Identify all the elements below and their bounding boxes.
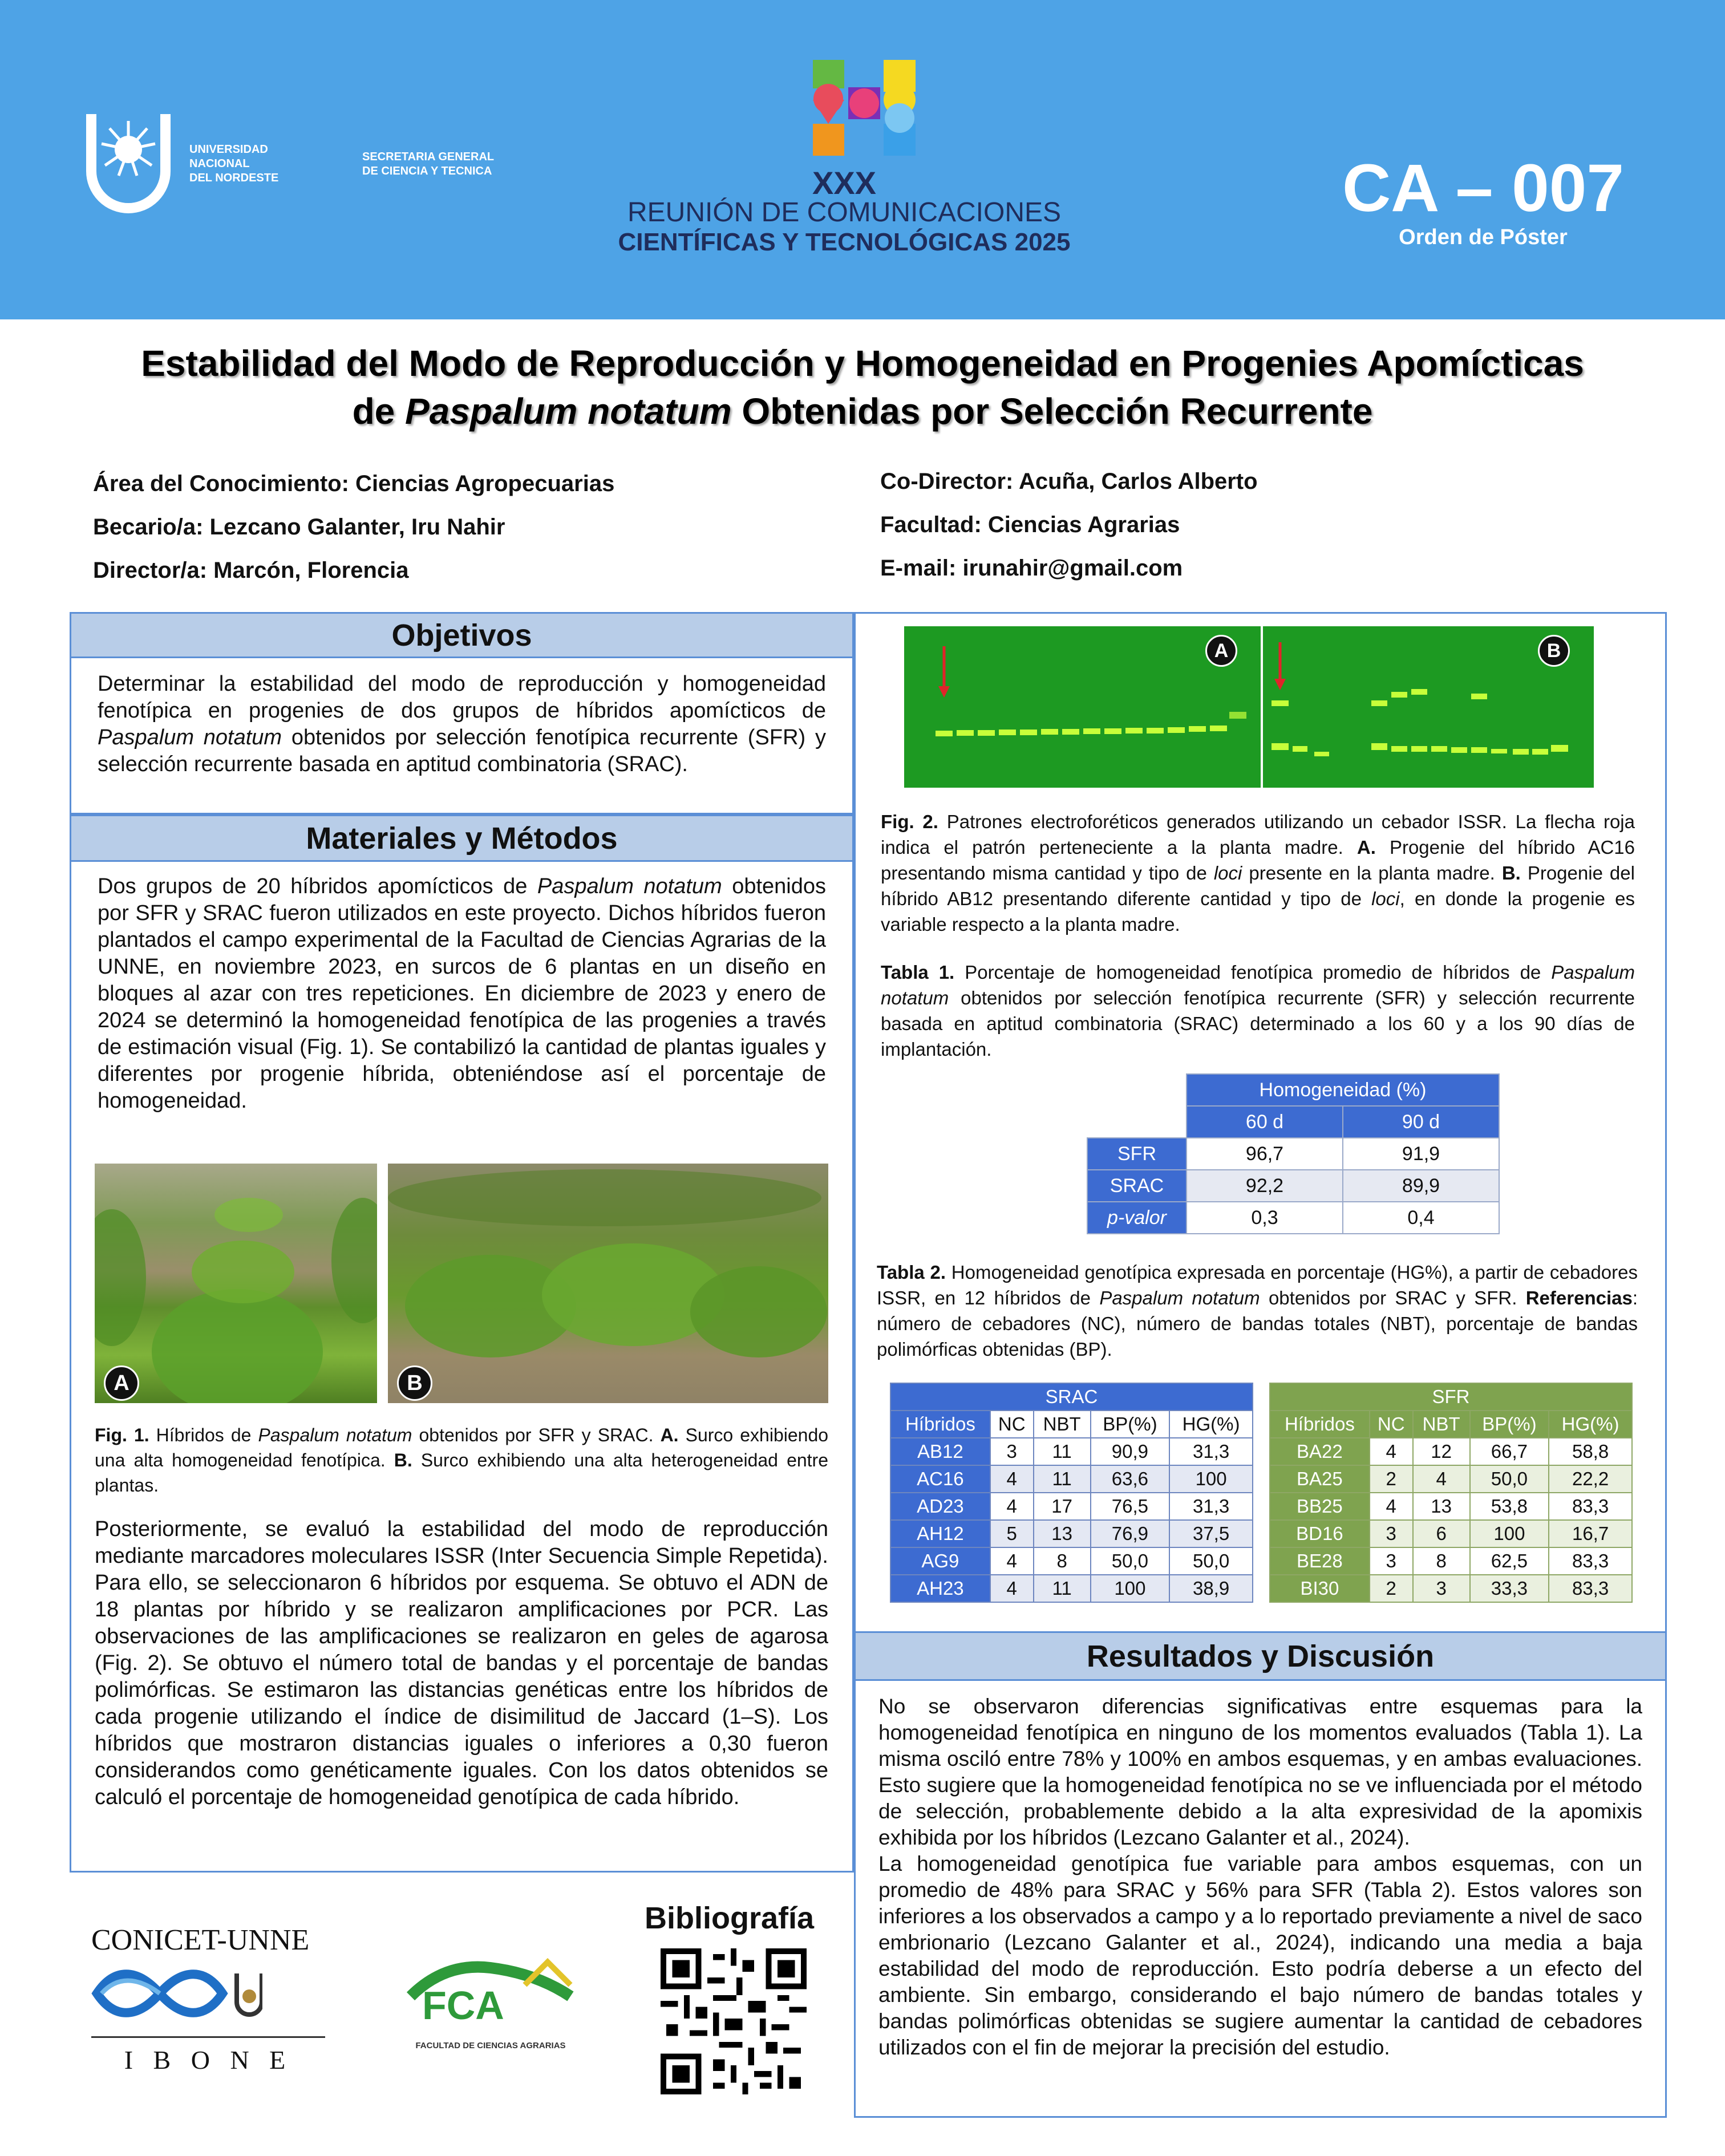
faculty-name: Facultad: Ciencias Agrarias xyxy=(880,512,1180,537)
table-cell: 11 xyxy=(1034,1575,1091,1602)
table-cell: 83,3 xyxy=(1549,1493,1632,1520)
table-cell: 4 xyxy=(1413,1465,1470,1493)
results-paragraph1: No se observaron diferencias significativas entre esquemas para la homogeneidad fenotípica en ninguno de los momentos evaluados (Tabla 1). La misma osciló entre 78% y 100% en ambos esquemas, y en ambas evaluaciones. Esto sugiere que la homogeneidad fenotípica no se ve influenciada por el método de selección, probablemente debido a la alta expresividad de la apomixis exhibida por los híbridos (Lezcano Galanter et al., 2024). xyxy=(878,1695,1642,1849)
methods-paragraph1 xyxy=(71,862,852,1115)
caption-text: Progenie del híbrido AC16 presentando misma cantidad y tipo de xyxy=(881,837,1635,884)
table-cell: 100 xyxy=(1470,1520,1549,1547)
results-text xyxy=(856,1681,1665,2061)
species-name: Paspalum notatum xyxy=(98,726,282,749)
table-cell: 0,3 xyxy=(1187,1202,1343,1234)
table-cell: 12 xyxy=(1413,1438,1470,1465)
qr-code-icon[interactable] xyxy=(661,1948,807,2094)
event-title-line2: CIENTÍFICAS Y TECNOLÓGICAS 2025 xyxy=(618,228,1071,256)
secretaria-line: SECRETARIA GENERAL xyxy=(362,151,495,163)
table-cell: 8 xyxy=(1034,1547,1091,1575)
hybrid-name: BB25 xyxy=(1270,1493,1370,1520)
sfr-title: SFR xyxy=(1270,1383,1632,1411)
objectives-box xyxy=(70,612,854,814)
caption-text: obtenidos por selección fenotípica recurrente (SFR) y selección recurrente basada en aptitud combinatoria (SRAC) determinado a los 60 y a los 90 días de implantación. xyxy=(881,987,1635,1060)
gel-image-a xyxy=(904,626,1261,788)
table-cell: 63,6 xyxy=(1091,1465,1170,1493)
table-cell: 96,7 xyxy=(1187,1138,1343,1170)
table1-row-label: SFR xyxy=(1087,1138,1187,1170)
grass-row-icon xyxy=(95,1164,377,1403)
table-row xyxy=(1270,1438,1632,1465)
hybrid-name: AC16 xyxy=(890,1465,990,1493)
bibliography-heading: Bibliografía xyxy=(645,1901,815,1935)
caption-key: B. xyxy=(394,1450,412,1470)
table-cell: 17 xyxy=(1034,1493,1091,1520)
caption-text: , en donde la progenie es variable respecto a la planta madre. xyxy=(881,888,1635,935)
hybrid-name: AD23 xyxy=(890,1493,990,1520)
gel-b-label: B xyxy=(1538,635,1570,667)
column-header: BP(%) xyxy=(1470,1411,1549,1438)
fca-caption: FACULTAD DE CIENCIAS AGRARIAS xyxy=(415,2041,566,2050)
title-text: Obtenidas por Selección Recurrente xyxy=(731,391,1373,432)
gel-a-label: A xyxy=(1205,635,1237,667)
species-name: Paspalum notatum xyxy=(537,874,722,898)
table1-row-label: p-valor xyxy=(1087,1202,1187,1234)
fig1-label: Fig. 1. xyxy=(95,1425,149,1445)
title-species: Paspalum notatum xyxy=(405,391,732,432)
table-cell: 4 xyxy=(990,1547,1034,1575)
table-cell: 90,9 xyxy=(1091,1438,1170,1465)
hybrid-name: BE28 xyxy=(1270,1547,1370,1575)
hybrid-name: BA25 xyxy=(1270,1465,1370,1493)
column-header: NC xyxy=(1370,1411,1413,1438)
poster-title-line2 xyxy=(23,390,1702,432)
poster-title-line1: Estabilidad del Modo de Reproducción y Homogeneidad en Progenies Apomícticas xyxy=(141,343,1584,384)
caption-text: Surco exhibiendo una alta homogeneidad fenotípica. xyxy=(95,1425,829,1470)
event-logo-icon xyxy=(813,60,916,158)
table-cell: 4 xyxy=(990,1493,1034,1520)
table-row xyxy=(1087,1202,1499,1234)
ibone-label: I B O N E xyxy=(124,2045,293,2074)
column-header: BP(%) xyxy=(1091,1411,1170,1438)
objectives-text xyxy=(71,658,852,778)
hybrid-name: AB12 xyxy=(890,1438,990,1465)
table-cell: 5 xyxy=(990,1520,1034,1547)
university-line: UNIVERSIDAD xyxy=(189,143,268,156)
objectives-heading: Objetivos xyxy=(71,614,852,658)
knowledge-area: Área del Conocimiento: Ciencias Agropecuarias xyxy=(93,471,615,496)
species-name: Paspalum notatum xyxy=(881,962,1635,1008)
table-cell: 4 xyxy=(990,1575,1034,1602)
unne-logo xyxy=(80,108,177,222)
methods-paragraph2: Posteriormente, se evaluó la estabilidad del modo de reproducción mediante marcadores moleculares ISSR (Inter Secuencia Simple Repetida). Para ello, se seleccionaron 6 híbridos por esquema. Se obtuvo el ADN de 18 plantas por híbrido y se realizaron amplificaciones por PCR. Las observaciones de las amplificaciones se realizaron en geles de agarosa (Fig. 2). Se obtuvo el número total de bandas y el porcentaje de bandas polimórficas. Se estimaron las distancias genéticas entre los híbridos de cada progenie utilizando el índice de disimilitud de Jaccard (1–S). Los híbridos que mostraron distancias iguales o inferiores a 0,30 fueron considerandos como genéticamente iguales. Con los datos obtenidos se calculó el porcentaje de homogeneidad genotípica de cada híbrido. xyxy=(95,1517,828,1809)
column-header: NC xyxy=(990,1411,1034,1438)
results-box xyxy=(854,1631,1667,2118)
table-cell: 11 xyxy=(1034,1465,1091,1493)
table-cell: 58,8 xyxy=(1549,1438,1632,1465)
fig2-label: Fig. 2. xyxy=(881,811,938,832)
table1-label: Tabla 1. xyxy=(881,962,955,983)
table-cell: 3 xyxy=(1413,1575,1470,1602)
table-cell: 8 xyxy=(1413,1547,1470,1575)
table-cell: 6 xyxy=(1413,1520,1470,1547)
caption-text: presente en la planta madre. xyxy=(1242,862,1502,884)
table-cell: 3 xyxy=(1370,1547,1413,1575)
table-row xyxy=(1270,1493,1632,1520)
table-cell: 83,3 xyxy=(1549,1547,1632,1575)
caption-text: Híbridos de xyxy=(149,1425,258,1445)
conicet-logo-icon xyxy=(91,1962,262,2025)
table-cell: 91,9 xyxy=(1343,1138,1499,1170)
table-cell: 2 xyxy=(1370,1575,1413,1602)
table2-caption xyxy=(877,1259,1638,1362)
table-header-row xyxy=(890,1411,1253,1438)
methods-heading: Materiales y Métodos xyxy=(71,816,852,862)
table-row xyxy=(890,1493,1253,1520)
table-row xyxy=(890,1438,1253,1465)
caption-key: A. xyxy=(660,1425,679,1445)
table-cell: 62,5 xyxy=(1470,1547,1549,1575)
table-cell: 53,8 xyxy=(1470,1493,1549,1520)
table-title-row xyxy=(1270,1383,1632,1411)
caption-text: Porcentaje de homogeneidad fenotípica promedio de híbridos de xyxy=(954,962,1552,983)
secretaria-line: DE CIENCIA Y TECNICA xyxy=(362,165,492,177)
table-row xyxy=(1270,1465,1632,1493)
caption-text: obtenidos por SRAC y SFR. xyxy=(1260,1287,1526,1308)
results-heading: Resultados y Discusión xyxy=(856,1633,1665,1681)
methods-text-part: Dos grupos de 20 híbridos apomícticos de xyxy=(98,874,537,898)
table-cell: 50,0 xyxy=(1470,1465,1549,1493)
table-cell: 100 xyxy=(1091,1575,1170,1602)
grass-clumps-icon xyxy=(388,1164,828,1403)
table-row xyxy=(1087,1170,1499,1202)
table-cell: 37,5 xyxy=(1169,1520,1253,1547)
table-header-row xyxy=(1087,1106,1499,1138)
objectives-text-part: Determinar la estabilidad del modo de reproducción y homogeneidad fenotípica en progenies de dos grupos de híbridos apomícticos de xyxy=(98,672,826,723)
table-cell: 11 xyxy=(1034,1438,1091,1465)
caption-text: Patrones electroforéticos generados utilizando un cebador ISSR. La flecha roja indica el patrón perteneciente a la planta madre. xyxy=(881,811,1635,858)
gel-image-b xyxy=(1263,626,1594,788)
table-row xyxy=(1087,1138,1499,1170)
table1-col-90d: 90 d xyxy=(1343,1106,1499,1138)
table-cell: 50,0 xyxy=(1091,1547,1170,1575)
table-cell: 4 xyxy=(1370,1438,1413,1465)
field-photo-b xyxy=(388,1164,828,1403)
table2-srac xyxy=(890,1383,1253,1603)
hybrid-name: AG9 xyxy=(890,1547,990,1575)
table-cell: 76,5 xyxy=(1091,1493,1170,1520)
codirector-name: Co-Director: Acuña, Carlos Alberto xyxy=(880,469,1258,494)
table-row xyxy=(1270,1520,1632,1547)
logo-divider xyxy=(91,2036,325,2038)
table-cell: 100 xyxy=(1169,1465,1253,1493)
table2-sfr xyxy=(1269,1383,1633,1603)
methods-text-part: obtenidos por SFR y SRAC fueron utilizados en este proyecto. Dichos híbridos fueron plantados el campo experimental de la Facultad de Ciencias Agrarias de la UNNE, en noviembre 2023, en surcos de 6 plantas en un diseño en bloques al azar con tres repeticiones. En diciembre de 2023 y enero de 2024 se determinó la homogeneidad fenotípica de las progenies a través de estimación visual (Fig. 1). Se contabilizó la cantidad de plantas iguales y diferentes por progenie híbrida, obteniéndose así el porcentaje de homogeneidad. xyxy=(98,874,826,1113)
table-cell: 3 xyxy=(1370,1520,1413,1547)
table-title-row xyxy=(890,1383,1253,1411)
table-cell: 4 xyxy=(990,1465,1034,1493)
svg-text:FCA: FCA xyxy=(422,1983,504,2028)
hybrid-name: BA22 xyxy=(1270,1438,1370,1465)
caption-text: Surco exhibiendo una alta heterogeneidad entre plantas. xyxy=(95,1450,829,1496)
table-row xyxy=(890,1520,1253,1547)
table1-group-header: Homogeneidad (%) xyxy=(1187,1074,1499,1106)
fca-logo-icon xyxy=(399,1951,582,2042)
field-photo-a xyxy=(95,1164,377,1403)
hybrid-name: BI30 xyxy=(1270,1575,1370,1602)
column-header: NBT xyxy=(1034,1411,1091,1438)
table-cell: 83,3 xyxy=(1549,1575,1632,1602)
caption-italic: loci xyxy=(1213,862,1242,884)
table2-label: Tabla 2. xyxy=(877,1262,946,1283)
srac-title: SRAC xyxy=(890,1383,1253,1411)
table-cell: 76,9 xyxy=(1091,1520,1170,1547)
hybrid-name: BD16 xyxy=(1270,1520,1370,1547)
director-name: Director/a: Marcón, Florencia xyxy=(93,558,409,583)
table-row xyxy=(890,1547,1253,1575)
species-name: Paspalum notatum xyxy=(258,1425,412,1445)
university-name xyxy=(189,143,278,185)
table1-caption xyxy=(881,959,1635,1062)
species-name: Paspalum notatum xyxy=(1099,1287,1260,1308)
fig1-caption xyxy=(95,1423,828,1498)
table-corner xyxy=(1087,1106,1187,1138)
caption-text: : número de cebadores (NC), número de bandas totales (NBT), porcentaje de bandas polimórficas obtenidas (BP). xyxy=(877,1287,1638,1360)
table-cell: 13 xyxy=(1413,1493,1470,1520)
table-cell: 50,0 xyxy=(1169,1547,1253,1575)
table-cell: 33,3 xyxy=(1470,1575,1549,1602)
event-title-line1: REUNIÓN DE COMUNICACIONES xyxy=(627,197,1062,228)
column-header: Híbridos xyxy=(890,1411,990,1438)
table-corner xyxy=(1087,1074,1187,1106)
table-cell: 89,9 xyxy=(1343,1170,1499,1202)
table-cell: 2 xyxy=(1370,1465,1413,1493)
column-header: NBT xyxy=(1413,1411,1470,1438)
table-row xyxy=(1270,1547,1632,1575)
university-line: NACIONAL xyxy=(189,157,250,170)
photo-b-label: B xyxy=(397,1365,432,1401)
hybrid-name: AH23 xyxy=(890,1575,990,1602)
event-number: XXX xyxy=(812,165,877,201)
caption-key: A. xyxy=(1356,837,1376,858)
contact-email[interactable]: E-mail: irunahir@gmail.com xyxy=(880,556,1183,581)
caption-text: Homogeneidad genotípica expresada en porcentaje (HG%), a partir de cebadores ISSR, en 12 híbridos de xyxy=(877,1262,1638,1308)
column-header: Híbridos xyxy=(1270,1411,1370,1438)
university-line: DEL NORDESTE xyxy=(189,172,279,184)
caption-italic: loci xyxy=(1371,888,1400,909)
title-text: de xyxy=(352,391,406,432)
column-header: HG(%) xyxy=(1549,1411,1632,1438)
caption-key: B. xyxy=(1501,862,1521,884)
table-row xyxy=(1270,1575,1632,1602)
table-cell: 38,9 xyxy=(1169,1575,1253,1602)
fig2-caption xyxy=(881,809,1635,937)
photo-a-label: A xyxy=(104,1365,139,1401)
table-cell: 92,2 xyxy=(1187,1170,1343,1202)
table-row xyxy=(890,1465,1253,1493)
table-cell: 0,4 xyxy=(1343,1202,1499,1234)
caption-key: Referencias xyxy=(1525,1287,1633,1308)
table-cell: 3 xyxy=(990,1438,1034,1465)
table1-col-60d: 60 d xyxy=(1187,1106,1343,1138)
table-header-row xyxy=(1087,1074,1499,1106)
table-cell: 4 xyxy=(1370,1493,1413,1520)
secretaria-name xyxy=(362,150,494,179)
caption-text: Progenie del híbrido AB12 presentando diferente cantidad y tipo de xyxy=(881,862,1635,909)
column-header: HG(%) xyxy=(1169,1411,1253,1438)
table-cell: 31,3 xyxy=(1169,1438,1253,1465)
poster-code: CA – 007 xyxy=(1342,151,1625,226)
table-cell: 16,7 xyxy=(1549,1520,1632,1547)
fellow-name: Becario/a: Lezcano Galanter, Iru Nahir xyxy=(93,514,505,540)
results-paragraph2: La homogeneidad genotípica fue variable para ambos esquemas, con un promedio de 48% para SRAC y 56% para SFR (Tabla 2). Estos valores son inferiores a los observados a campo y a lo reportado previamente a nivel de saco embrionario (Lezcano Galanter et al., 2024), indicando una media a baja estabilidad del modo de reproducción. Esto podría deberse a un efecto del ambiente. Sin embargo, considerando el bajo número de bandas totales y bandas polimórficas obtenidas se sugiere aumentar la cantidad de cebadores utilizados con el fin de mejorar la precisión del estudio. xyxy=(878,1852,1642,2059)
table-cell: 66,7 xyxy=(1470,1438,1549,1465)
caption-text: obtenidos por SFR y SRAC. xyxy=(412,1425,661,1445)
conicet-unne-label: CONICET-UNNE xyxy=(91,1924,310,1956)
table1-row-label: SRAC xyxy=(1087,1170,1187,1202)
table-row xyxy=(890,1575,1253,1602)
table-cell: 31,3 xyxy=(1169,1493,1253,1520)
objectives-text-part: obtenidos por selección fenotípica recurrente (SFR) y selección recurrente basada en aptitud combinatoria (SRAC). xyxy=(98,726,826,776)
table1 xyxy=(1087,1073,1500,1234)
table-cell: 13 xyxy=(1034,1520,1091,1547)
hybrid-name: AH12 xyxy=(890,1520,990,1547)
table-cell: 22,2 xyxy=(1549,1465,1632,1493)
table-header-row xyxy=(1270,1411,1632,1438)
poster-code-subtitle: Orden de Póster xyxy=(1399,225,1568,249)
